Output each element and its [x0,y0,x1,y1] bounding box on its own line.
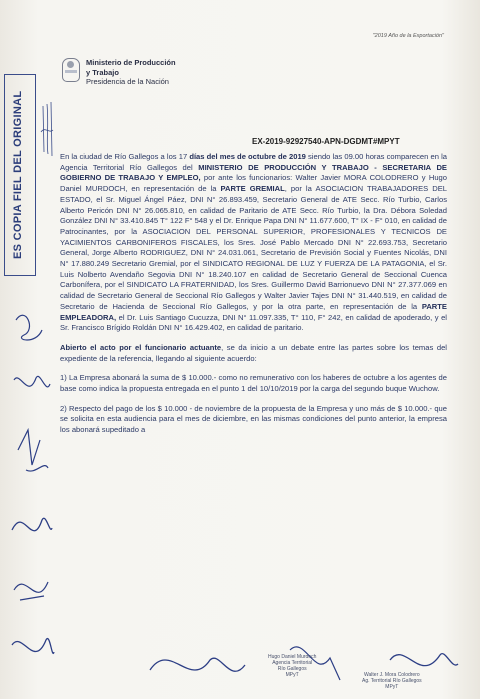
agreement-item-2: 2) Respecto del pago de los $ 10.000 - de noviembre de la propuesta de la Empresa y uno más de $ 10.000.- que se solicita en esta audiencia para el mes de diciembre, en las mismas condiciones del punto anterior, la empresa los abonará supeditado a [60,403,447,435]
argentina-seal-icon [62,58,80,82]
agreement-item-1: 1) La Empresa abonará la suma de $ 10.000.- como no remunerativo con los haberes de octubre a los agentes de base como indica la propuesta entregada en el punto 1 del 10/10/2019 por la carga del segundo buque Wuchow. [60,373,447,394]
ministry-line-3: Presidencia de la Nación [86,77,169,86]
document-body [60,152,447,445]
header-year-note: "2019 Año de la Exportación" [372,33,444,39]
handwritten-certification-stamp-icon [39,98,55,160]
signature-block-left: Hugo Daniel Murdoch Agencia Territorial Río Gallegos MPyT [268,654,317,678]
ministry-line-2: y Trabajo [86,67,119,77]
signature-block-right: Walter J. Mora Colodrero Ag. Territorial Río Gallegos MPyT [362,672,422,690]
ministry-line-1: Ministerio de Producción [86,58,176,67]
opening-paragraph: Abierto el acto por el funcionario actuante, se da inicio a un debate entre las partes sobre los temas del expediente de la referencia, llegando al siguiente acuerdo: [60,342,447,363]
margin-signatures-icon [6,300,56,690]
certified-copy-stamp: ES COPIA FIEL DEL ORIGINAL [4,74,36,276]
ministry-heading [86,58,176,87]
intro-paragraph: En la ciudad de Río Gallegos a los 17 días del mes de octubre de 2019 siendo las 09.00 horas comparecen en la Agencia Territorial Río Gallegos del MINISTERIO DE PRODUCCIÓN Y TRABAJO - SECRETARIA DE GOBIERNO DE TRABAJO Y EMPLEO, por ante los funcionarios: Walter Javier MORA COLODRERO y Hugo Daniel MURDOCH, en representación de la PARTE GREMIAL, por la ASOCIACION TRABAJADORES DEL ESTADO, el Sr. Miguel Ángel Páez, DNI N° 26.893.459, Secretario General de ATE Secc. Río Turbio, Carlos Alberto Pericón DNI N° 26.065.810, en calidad de Paritario de ATE Secc. Río Turbio, la Dra. Débora Soledad González DNI N° 33.410.845 T° 122 F° 548 y el Dr. Enrique Papa DNI N° 11.677.600, T° IX - F° 010, en calidad de Patrocinantes, por la ASOCIACION DEL PERSONAL SUPERIOR, PROFESIONALES Y TECNICOS DE YACIMIENTOS CARBONIFEROS FISCALES, los Sres. José Pablo Mercado DNI N° 22.693.753, Secretario General, Jorge Alberto RODRIGUEZ, DNI N° 24.031.061, Secretario de Previsión Social y Fuentes Nicolás, DNI N° 17.880.249 Secretario Gremial, por el SINDICATO REGIONAL DE LUZ Y FUERZA DE LA PATAGONIA, el Sr. Luis Nolberto Avendaño Segovia DNI N° 18.240.107 en calidad de Secretario General de Seccional Cuenca Carbonífera, por el SINDICATO LA FRATERNIDAD, los Sres. Guillermo David Barrionuevo DNI N° 27.377.069 en calidad de Secretario General de Seccional Río Gallegos y Walter Javier Tajes DNI N° 31.440.519, en calidad de Secretario de Hacienda de Seccional Río Gallegos, y por la otra parte, en representación de la PARTE EMPLEADORA, el Dr. Luis Santiago Cucuzza, DNI N° 11.097.335, T° 110, F° 242, en calidad de apoderado, y el Sr. Francisco Brígido Roldán DNI N° 16.429.402, en calidad de paritario. [60,152,448,333]
expediente-number: EX-2019-92927540-APN-DGDMT#MPYT [252,137,400,146]
